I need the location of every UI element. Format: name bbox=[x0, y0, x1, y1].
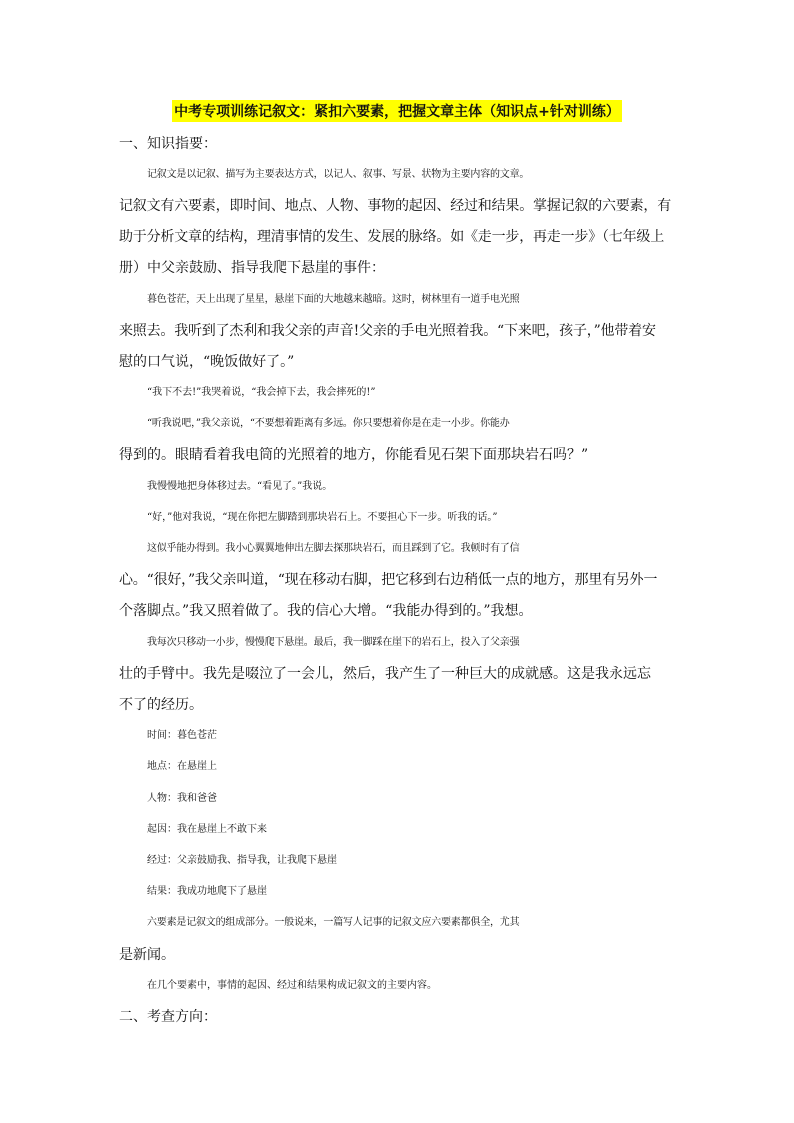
story-paragraph-line: “好，”他对我说，“现在你把左脚踏到那块岩石上。不要担心下一步。听我的话。” bbox=[147, 512, 498, 523]
element-characters: 人物：我和爸爸 bbox=[147, 793, 217, 804]
story-paragraph-line: 不了的经历。 bbox=[119, 697, 203, 713]
story-paragraph-line: 我每次只移动一小步，慢慢爬下悬崖。最后，我一脚踩在崖下的岩石上，投入了父亲强 bbox=[147, 637, 520, 648]
summary-paragraph-line: 在几个要素中，事情的起因、经过和结果构成记叙文的主要内容。 bbox=[147, 980, 437, 991]
story-paragraph-line: 暮色苍茫，天上出现了星星，悬崖下面的大地越来越暗。这时，树林里有一道手电光照 bbox=[147, 294, 520, 305]
element-cause: 起因：我在悬崖上不敢下来 bbox=[147, 824, 267, 835]
element-process: 经过：父亲鼓励我、指导我，让我爬下悬崖 bbox=[147, 855, 337, 866]
story-paragraph-line: 我慢慢地把身体移过去。“看见了。”我说。 bbox=[147, 481, 333, 492]
paragraph-intro-line: 记叙文是以记叙、描写为主要表达方式，以记人、叙事、写景、状物为主要内容的文章。 bbox=[147, 169, 530, 180]
document-title: 中考专项训练记叙文：紧扣六要素，把握文章主体（知识点+针对训练） bbox=[172, 100, 622, 122]
element-place: 地点：在悬崖上 bbox=[147, 761, 217, 772]
title-block bbox=[0, 100, 794, 122]
story-paragraph-line: 个落脚点。”我又照着做了。我的信心大增。“我能办得到的。”我想。 bbox=[119, 603, 533, 619]
story-paragraph-line: 心。“很好，”我父亲叫道，“现在移动右脚，把它移到右边稍低一点的地方，那里有另外一 bbox=[119, 572, 658, 588]
story-paragraph-line: 壮的手臂中。我先是啜泣了一会儿，然后，我产生了一种巨大的成就感。这是我永远忘 bbox=[119, 666, 651, 682]
story-paragraph-line: 得到的。眼睛看着我电筒的光照着的地方，你能看见石架下面那块岩石吗？” bbox=[119, 447, 589, 463]
section-heading-exam-direction: 二、考查方向： bbox=[119, 1009, 217, 1025]
paragraph-intro-line: 助于分析文章的结构，理清事情的发生、发展的脉络。如《走一步，再走一步》（七年级上 bbox=[119, 229, 664, 245]
summary-paragraph-line: 是新闻。 bbox=[119, 947, 175, 963]
element-time: 时间：暮色苍茫 bbox=[147, 730, 217, 741]
story-paragraph-line: 慰的口气说，“晚饭做好了。” bbox=[119, 354, 295, 370]
summary-paragraph-line: 六要素是记叙文的组成部分。一般说来，一篇写人记事的记叙文应六要素都俱全，尤其 bbox=[147, 917, 520, 928]
element-result: 结果：我成功地爬下了悬崖 bbox=[147, 886, 267, 897]
paragraph-intro-line: 记叙文有六要素，即时间、地点、人物、事物的起因、经过和结果。掌握记叙的六要素，有 bbox=[119, 198, 671, 214]
story-paragraph-line: “听我说吧，”我父亲说，“不要想着距离有多远。你只要想着你是在走一小步。你能办 bbox=[147, 418, 510, 429]
story-paragraph-line: 来照去。我听到了杰利和我父亲的声音!父亲的手电光照着我。“下来吧，孩子，”他带着安 bbox=[119, 323, 656, 339]
story-paragraph-line: “我下不去!”我哭着说，“我会掉下去，我会摔死的!” bbox=[147, 387, 376, 398]
paragraph-intro-line: 册）中父亲鼓励、指导我爬下悬崖的事件： bbox=[119, 260, 385, 276]
story-paragraph-line: 这似乎能办得到。我小心翼翼地伸出左脚去探那块岩石，而且踩到了它。我顿时有了信 bbox=[147, 543, 520, 554]
section-heading-knowledge: 一、知识指要： bbox=[119, 136, 217, 152]
